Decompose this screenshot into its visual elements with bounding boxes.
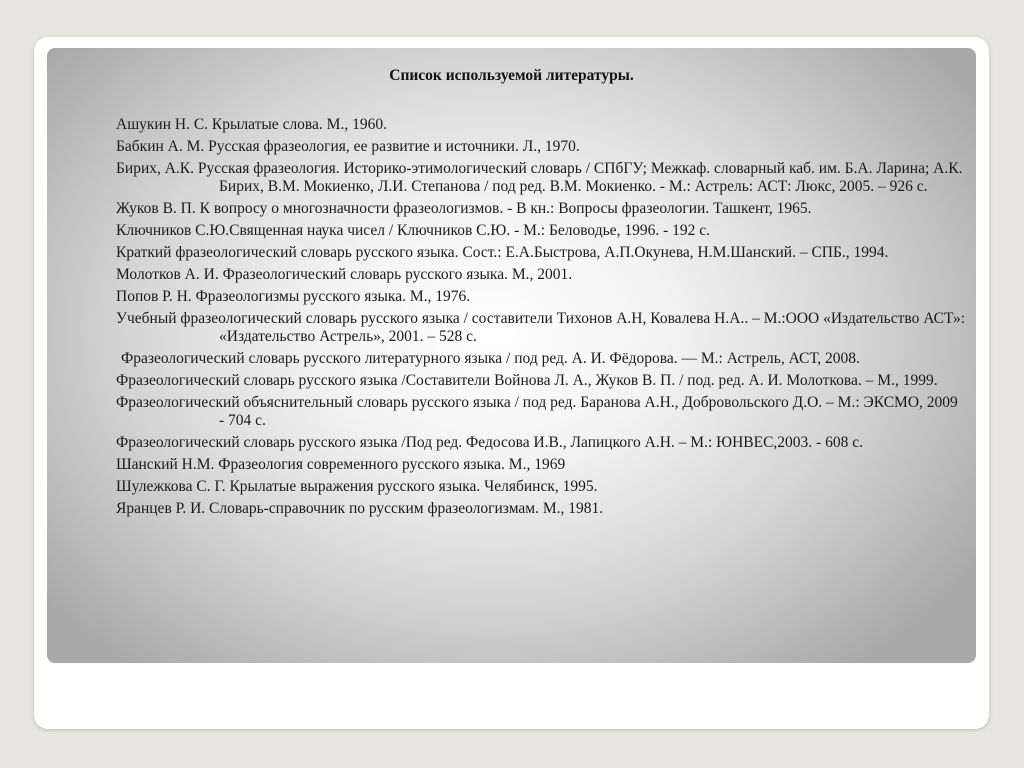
reference-item: Фразеологический словарь русского языка /Под ред. Федосова И.В., Лапицкого А.Н. – М.: ЮНВЕС,2003. - 608 с. [116, 434, 863, 451]
reference-item: Фразеологический словарь русского языка /Составители Войнова Л. А., Жуков В. П. / под. ред. А. И. Молоткова. – М., 1999. [116, 372, 938, 389]
reference-item: Учебный фразеологический словарь русского языка / составители Тихонов А.Н, Ковалева Н.А.. – М.:ООО «Издательство АСТ»: «Издательство Астрель», 2001. – 528 с. [116, 310, 966, 345]
reference-list [116, 116, 966, 522]
reference-item: Ключников С.Ю.Священная наука чисел / Ключников С.Ю. - М.: Беловодье, 1996. - 192 с. [116, 222, 710, 239]
reference-item: Жуков В. П. К вопросу о многозначности фразеологизмов. - В кн.: Вопросы фразеологии. Ташкент, 1965. [116, 200, 812, 217]
reference-item: Ашукин Н. С. Крылатые слова. М., 1960. [116, 116, 387, 133]
reference-item: Краткий фразеологический словарь русского языка. Сост.: Е.А.Быстрова, А.П.Окунева, Н.М.Шанский. – СПБ., 1994. [116, 244, 889, 261]
page-title: Список используемой литературы. [389, 67, 634, 84]
reference-item: Попов Р. Н. Фразеологизмы русского языка. М., 1976. [116, 288, 471, 305]
reference-item: Яранцев Р. И. Словарь-справочник по русским фразеологизмам. М., 1981. [116, 500, 604, 517]
reference-item: Фразеологический словарь русского литературного языка / под ред. А. И. Фёдорова. — М.: Астрель, АСТ, 2008. [121, 350, 860, 367]
reference-item: Шулежкова С. Г. Крылатые выражения русского языка. Челябинск, 1995. [116, 478, 598, 495]
reference-item: Бабкин А. М. Русская фразеология, ее развитие и источники. Л., 1970. [116, 138, 580, 155]
reference-item: Молотков А. И. Фразеологический словарь русского языка. М., 2001. [116, 266, 573, 283]
reference-item: Фразеологический объяснительный словарь русского языка / под ред. Баранова А.Н., Добровольского Д.О. – М.: ЭКСМО, 2009 - 704 с. [116, 394, 958, 429]
reference-item: Бирих, А.К. Русская фразеология. Историко-этимологический словарь / СПбГУ; Межкаф. словарный каб. им. Б.А. Ларина; А.К. Бирих, В.М. Мокиенко, Л.И. Степанова / под ред. В.М. Мокиенко. - М.: Астрель: АСТ: Люкс, 2005. – 926 с. [116, 160, 963, 195]
reference-item: Шанский Н.М. Фразеология современного русского языка. М., 1969 [116, 456, 566, 473]
